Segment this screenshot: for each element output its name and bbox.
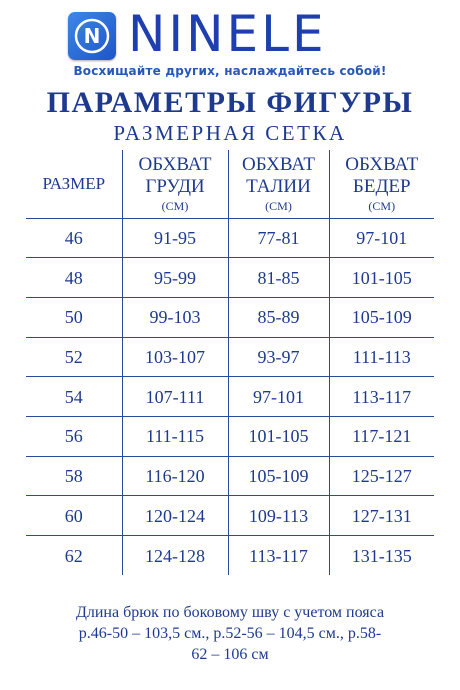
header-size [26,150,122,218]
cell-waist: 101-105 [228,416,329,456]
table-row [26,416,434,456]
header-size-label: РАЗМЕР [42,173,106,193]
header-chest-line2: ГРУДИ [145,175,205,197]
cell-chest: 103-107 [122,337,228,377]
table-row [26,377,434,417]
cell-chest: 107-111 [122,377,228,417]
cell-waist: 105-109 [228,456,329,496]
cell-hips: 113-117 [329,377,434,417]
cell-size: 56 [64,426,83,447]
header-chest-unit: (СМ) [161,198,189,213]
cell-waist: 81-85 [228,258,329,298]
page-title: ПАРАМЕТРЫ ФИГУРЫ [46,86,414,119]
logo-letter: N [83,24,101,48]
cell-size: 58 [64,465,83,486]
cell-hips: 105-109 [329,297,434,337]
header-chest [122,150,228,218]
cell-hips: 127-131 [329,496,434,536]
table-row [26,337,434,377]
cell-hips: 125-127 [329,456,434,496]
cell-size: 54 [64,386,83,407]
cell-hips: 111-113 [329,337,434,377]
cell-size: 48 [64,267,83,288]
header-waist-line2: ТАЛИИ [246,175,311,197]
cell-chest: 95-99 [122,258,228,298]
header-hips [329,150,434,218]
header-hips-unit: (СМ) [368,198,396,213]
table-row [26,496,434,536]
table-row [26,456,434,496]
cell-chest: 111-115 [122,416,228,456]
cell-hips: 101-105 [329,258,434,298]
cell-hips: 131-135 [329,536,434,576]
cell-size: 46 [64,227,83,248]
cell-size: 50 [64,307,83,328]
size-table [26,150,434,575]
note-line-1: Длина брюк по боковому шву с учетом пояса [75,604,385,621]
brand-slogan: Восхищайте других, наслаждайтесь собой! [73,64,387,78]
cell-waist: 93-97 [228,337,329,377]
trouser-length-note [10,602,450,665]
cell-size: 60 [64,505,83,526]
header-hips-line1: ОБХВАТ [345,153,419,175]
cell-hips: 97-101 [329,218,434,258]
table-header-row [26,150,434,218]
cell-chest: 99-103 [122,297,228,337]
cell-size: 62 [64,545,83,566]
header [0,0,460,86]
header-waist [228,150,329,218]
table-row [26,536,434,576]
cell-waist: 85-89 [228,297,329,337]
cell-waist: 113-117 [228,536,329,576]
cell-waist: 97-101 [228,377,329,417]
header-waist-line1: ОБХВАТ [241,153,315,175]
header-hips-line2: БЕДЕР [352,175,411,197]
cell-chest: 124-128 [122,536,228,576]
note-line-3: 62 – 106 см [191,646,269,663]
cell-chest: 116-120 [122,456,228,496]
cell-chest: 120-124 [122,496,228,536]
cell-size: 52 [64,346,83,367]
table-row [26,297,434,337]
brand-name: NINELE [128,5,327,63]
header-chest-line1: ОБХВАТ [138,153,212,175]
table-row [26,218,434,258]
note-line-2: р.46-50 – 103,5 см., р.52-56 – 104,5 см., р.58- [78,625,382,642]
logo-icon [68,12,116,60]
page-subtitle: РАЗМЕРНАЯ СЕТКА [113,121,347,145]
cell-waist: 109-113 [228,496,329,536]
cell-waist: 77-81 [228,218,329,258]
cell-chest: 91-95 [122,218,228,258]
table-row [26,258,434,298]
header-waist-unit: (СМ) [265,198,292,213]
cell-hips: 117-121 [329,416,434,456]
